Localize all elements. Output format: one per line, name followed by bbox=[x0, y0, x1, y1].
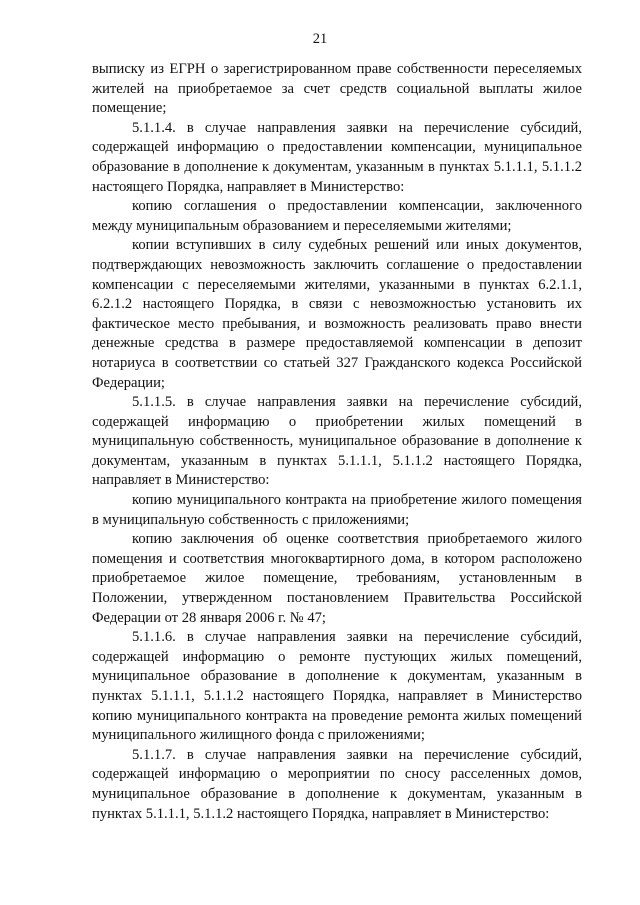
paragraph-conformity-assessment: копию заключения об оценке соответствия приобретаемого жилого помещения и соответствия многоквартирного дома, в котором расположено приобретаемое жилое помещение, требованиям, установленным в Положении, утвержденном постановлением Правительства Российской Федерации от 28 января 2006 г. № 47; bbox=[92, 531, 582, 626]
paragraph-court-decisions: копии вступивших в силу судебных решений или иных документов, подтверждающих невозможность заключить соглашение о предоставлении компенсации с переселяемыми жителями, указанными в пунктах 6.2.1.1, 6.2.1.2 настоящего Порядка, в связи с невозможностью установить их фактическое место пребывания, и возможность реализовать право внести денежные средства в размере предоставляемой компенсации в депозит нотариуса в соответствии со статьей 327 Гражданского кодекса Российской Федерации; bbox=[92, 237, 582, 391]
paragraph-5-1-1-5: 5.1.1.5. в случае направления заявки на перечисление субсидий, содержащей информацию о приобретении жилых помещений в муниципальную собственность, муниципальное образование в дополнение к документам, указанным в пунктах 5.1.1.1, 5.1.1.2 настоящего Порядка, направляет в Министерство: bbox=[92, 394, 582, 489]
paragraph-5-1-1-6: 5.1.1.6. в случае направления заявки на перечисление субсидий, содержащей информацию о ремонте пустующих жилых помещений, муниципальное образование в дополнение к документам, указанным в пунктах 5.1.1.1, 5.1.1.2 настоящего Порядка, направляет в Министерство копию муниципального контракта на проведение ремонта жилых помещений муниципального жилищного фонда с приложениями; bbox=[92, 629, 582, 744]
paragraph-municipal-contract: копию муниципального контракта на приобретение жилого помещения в муниципальную собственность с приложениями; bbox=[92, 492, 582, 528]
paragraph-compensation-agreement: копию соглашения о предоставлении компенсации, заключенного между муниципальным образованием и переселяемыми жителями; bbox=[92, 198, 582, 234]
paragraph-egrn-extract: выписку из ЕГРН о зарегистрированном праве собственности переселяемых жителей на приобретаемое за счет средств социальной выплаты жилое помещение; bbox=[92, 61, 582, 117]
paragraph-5-1-1-4: 5.1.1.4. в случае направления заявки на перечисление субсидий, содержащей информацию о предоставлении компенсации, муниципальное образование в дополнение к документам, указанным в пунктах 5.1.1.1, 5.1.1.2 настоящего Порядка, направляет в Министерство: bbox=[92, 119, 582, 195]
page-number: 21 bbox=[312, 31, 328, 47]
paragraph-5-1-1-7: 5.1.1.7. в случае направления заявки на перечисление субсидий, содержащей информацию о мероприятии по сносу расселенных домов, муниципальное образование в дополнение к документам, указанным в пунктах 5.1.1.1, 5.1.1.2 настоящего Порядка, направляет в Министерство: bbox=[92, 746, 582, 822]
document-body bbox=[92, 60, 582, 824]
